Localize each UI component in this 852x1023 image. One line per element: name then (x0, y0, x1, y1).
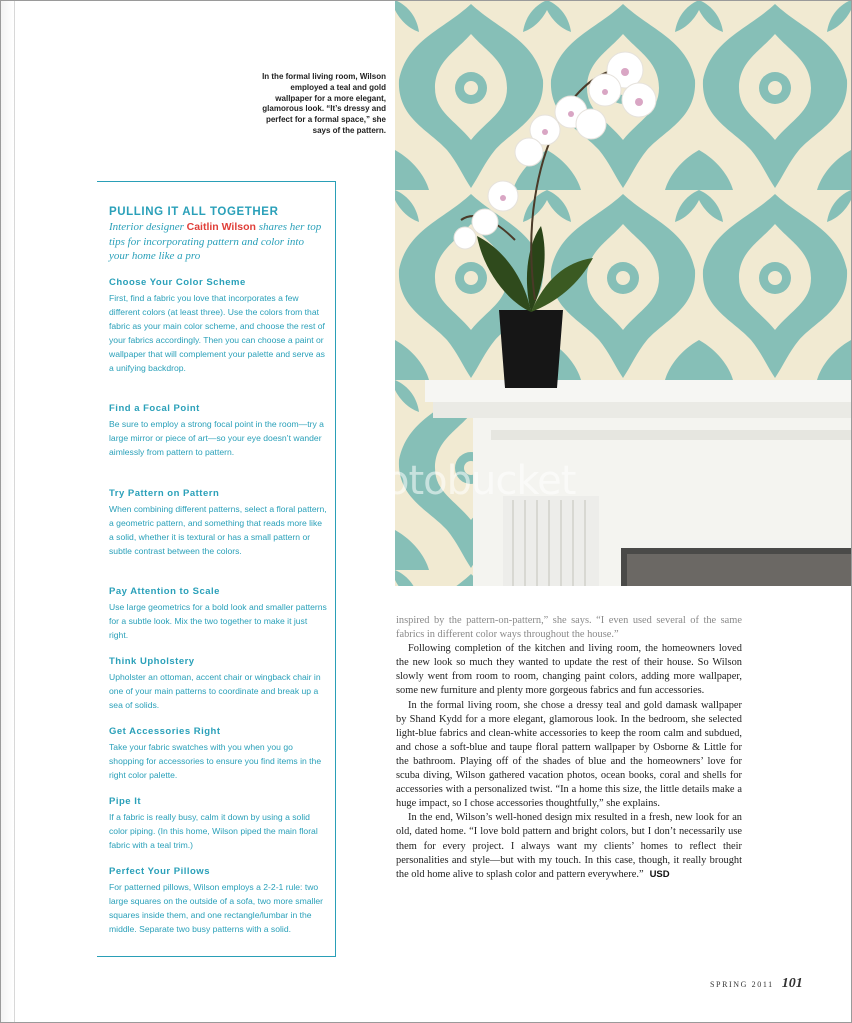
tip-body: First, find a fabric you love that incorporates a few different colors (at least three). Use the colors from that fabric as your main color scheme, and choose the rest of your fabrics accordingly. Then you can choose a paint or wallpaper that will complement your palette and serve as a unifying backdrop. (109, 293, 325, 373)
tip-body: For patterned pillows, Wilson employs a 2-2-1 rule: two large squares on the outside of a sofa, two more smaller squares inside them, and one rectangle/lumbar in the middle. Separate two busy patterns with a solid. (109, 882, 324, 934)
tip-heading: Pipe It (109, 796, 142, 807)
article-paragraph: Following completion of the kitchen and living room, the homeowners loved the new look so much they wanted to update the rest of their house. So Wilson slowly went from room to room, changing paint colors, adding more wallpaper, some new furniture and plenty more gorgeous fabrics and fun accessories. (396, 643, 742, 697)
article-paragraph (396, 811, 742, 881)
intro-text-post: shares her top tips for incorporating pattern and color into your home like a pro (109, 221, 322, 262)
tip-scale (109, 586, 327, 643)
tip-accessories (109, 726, 327, 783)
tip-body: Be sure to employ a strong focal point in the room—try a large mirror or piece of art—so your eye doesn’t wander aimlessly from pattern to pattern. (109, 419, 324, 457)
photo-caption: In the formal living room, Wilson employed a teal and gold wallpaper for a more elegant, glamorous look. “It’s dressy and perfect for a formal space,” she says of the pattern. (262, 72, 386, 135)
tip-color-scheme (109, 277, 327, 375)
tip-heading: Get Accessories Right (109, 726, 221, 737)
tip-heading: Try Pattern on Pattern (109, 488, 220, 499)
article-paragraph: In the formal living room, she chose a dressy teal and gold damask wallpaper by Shand Kydd for a more elegant, glamorous look. In the bedroom, she selected light-blue fabrics and clean-white accessories to keep the room calm and subdued, and chose a soft-blue and taupe floral pattern wallpaper by Osborne & Little for the bathroom. Playing off of the shades of blue and the homeowners’ love for scuba diving, Wilson gathered vacation photos, ocean books, coral and shells for accessories with a personalized twist. “In a home this size, the little details make a huge impact, so I chose accessories thoughtfully,” she explains. (396, 699, 742, 810)
tip-heading: Perfect Your Pillows (109, 866, 210, 877)
sidebar-intro (109, 220, 324, 264)
article-paragraph: inspired by the pattern-on-pattern,” she says. “I even used several of the same fabrics in different color ways throughout the house.” (396, 615, 742, 641)
tip-heading: Choose Your Color Scheme (109, 277, 246, 288)
tip-upholstery (109, 656, 327, 713)
tip-heading: Find a Focal Point (109, 403, 200, 414)
magazine-signoff: USD (649, 868, 670, 880)
tip-body: Upholster an ottoman, accent chair or wingback chair in one of your main patterns to coordinate and break up a sea of solids. (109, 672, 321, 710)
tip-heading: Think Upholstery (109, 656, 195, 667)
tip-focal-point (109, 403, 327, 460)
page-footer (710, 974, 803, 992)
page-number: 101 (781, 976, 803, 991)
tip-pillows (109, 866, 327, 937)
sidebar-title: PULLING IT ALL TOGETHER (109, 206, 279, 218)
tip-pipe-it (109, 796, 327, 853)
designer-name: Caitlin Wilson (186, 221, 256, 233)
tip-body: If a fabric is really busy, calm it down by using a solid color piping. (In this home, Wilson piped the main floral fabric with a teal trim.) (109, 812, 318, 850)
article-body (396, 614, 742, 882)
article-paragraph-text: In the end, Wilson’s well-honed design mix resulted in a fresh, new look for an old, dated home. “I love bold pattern and bright colors, but I don’t necessarily use them for every project. I always want my clients’ homes to reflect their personalities and style—but with my touch. In this case, though, it really brought the old home alive to splash color and pattern everywhere.” (396, 812, 742, 880)
intro-text-pre: Interior designer (109, 221, 187, 233)
photobucket-watermark: otobucket (385, 458, 576, 504)
issue-label: SPRING 2011 (710, 980, 774, 989)
page-gutter (0, 0, 15, 1023)
tip-body: Take your fabric swatches with you when you go shopping for accessories to ensure you find items in the right color palette. (109, 742, 322, 780)
tip-pattern-on-pattern (109, 488, 327, 559)
tip-body: When combining different patterns, select a floral pattern, a geometric pattern, and something that reads more like a solid, whether it is textural or has a small pattern or subtle contrast between the colors. (109, 504, 327, 556)
tips-sidebar (97, 181, 336, 957)
tip-body: Use large geometrics for a bold look and smaller patterns for a subtle look. Mix the two together to make it just right. (109, 602, 327, 640)
tip-heading: Pay Attention to Scale (109, 586, 220, 597)
